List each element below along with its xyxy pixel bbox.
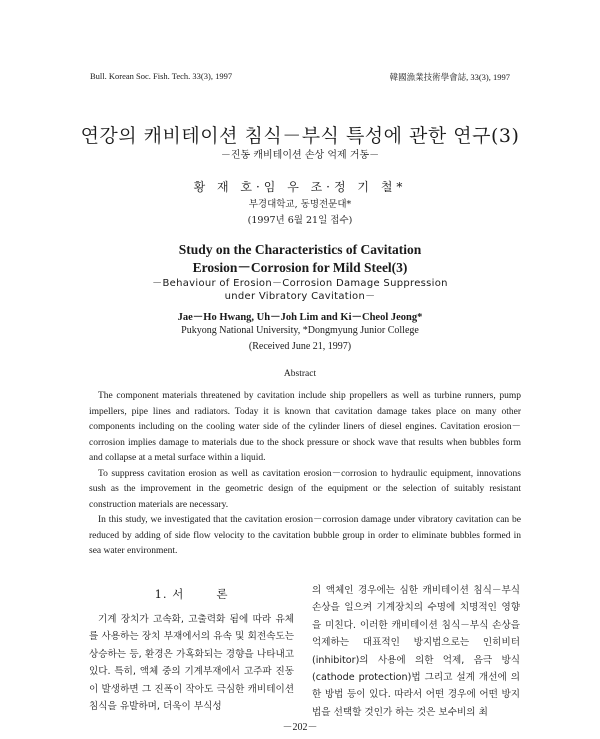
section-heading-introduction — [89, 586, 294, 602]
abstract-paragraph-3: In this study, we investigated that the cavitation erosion－corrosion damage under vibratory cavitation can be reduced by adding of side flow velocity to the cavitation bubble group in order to eliminate bubbles formed in sea water environment. — [89, 515, 521, 556]
english-subtitle-line-2: under Vibratory Cavitation－ — [224, 291, 376, 302]
body-paragraph-left: 기계 장치가 고속화, 고출력화 됨에 따라 유체를 사용하는 장치 부재에서의 유속 및 회전속도는 상승하는 등, 환경은 가혹화되는 경향을 나타내고 있다. 특히, 액체 중의 기계부재에서 고주파 진동이 발생하면 그 진폭이 작아도 극심한 캐비테이션 침식을 유발하며, 더욱이 부식성 — [89, 614, 294, 713]
journal-header-korean: 韓國漁業技術學會誌, 33(3), 1997 — [389, 72, 510, 82]
body-paragraph-right: 의 액체인 경우에는 심한 캐비테이션 침식－부식 손상을 일으켜 기계장치의 수명에 치명적인 영향을 미친다. 이러한 캐비테이션 침식－부식 손상을 억제하는 대표적인 방지법으로는 인히비터(inhibitor)의 사용에 의한 억제, 음극 방식(cathode protection)법 그리고 설계 개선에 의한 방법 등이 있다. 따라서 어떤 경우에 어떤 방지법을 선택할 것인가 하는 것은 보수비의 최 — [312, 585, 520, 718]
english-received-date: (Received June 21, 1997) — [248, 341, 352, 352]
english-title-line-2: Erosion－Corrosion for Mild Steel(3) — [192, 260, 408, 275]
body-column-right — [312, 582, 520, 721]
section-number: 1. 서 — [154, 587, 185, 601]
korean-authors: 황 재 호·임 우 조·정 기 철* — [193, 180, 407, 194]
abstract-heading: Abstract — [283, 369, 317, 379]
english-title-line-1: Study on the Characteristics of Cavitation — [178, 242, 422, 257]
abstract-paragraph-1: The component materials threatened by cavitation include ship propellers as well as turbine runners, pump impellers, pipe lines and radiators. Today it is known that cavitation damage takes place on many other components including on the cooling water side of the cylinder liners of diesel engines. Cavitation erosion－corrosion implies damage to materials due to the shock pressure or shock wave that results when bubbles form and collapse at a metal surface within a liquid. — [89, 391, 521, 463]
abstract-paragraph-2: To suppress cavitation erosion as well as cavitation erosion－corrosion to hydraulic equipment, innovations sush as the improvement in the geometric design of the equipment or the selection of suitably resistant construction materials are necessary. — [89, 468, 521, 510]
page-number: －202－ — [282, 722, 318, 733]
section-title-end: 론 — [216, 587, 229, 601]
journal-header-english: Bull. Korean Soc. Fish. Tech. 33(3), 1997 — [90, 71, 233, 81]
english-subtitle-line-1: －Behaviour of Erosion－Corrosion Damage Suppression — [152, 278, 448, 289]
english-authors: Jae－Ho Hwang, Uh－Joh Lim and Ki－Cheol Jeong* — [177, 312, 423, 323]
english-title — [0, 241, 600, 277]
korean-subtitle: －진동 캐비테이션 손상 억제 거동－ — [220, 150, 380, 161]
korean-received-date: (1997년 6월 21일 접수) — [247, 215, 353, 226]
english-affiliation: Pukyong National University, *Dongmyung Junior College — [181, 325, 419, 336]
body-column-left — [89, 611, 294, 715]
abstract-body — [89, 389, 521, 560]
english-subtitle — [0, 277, 600, 303]
korean-title: 연강의 캐비테이션 침식－부식 특성에 관한 연구(3) — [80, 125, 520, 147]
korean-affiliation: 부경대학교, 동명전문대* — [248, 199, 352, 210]
